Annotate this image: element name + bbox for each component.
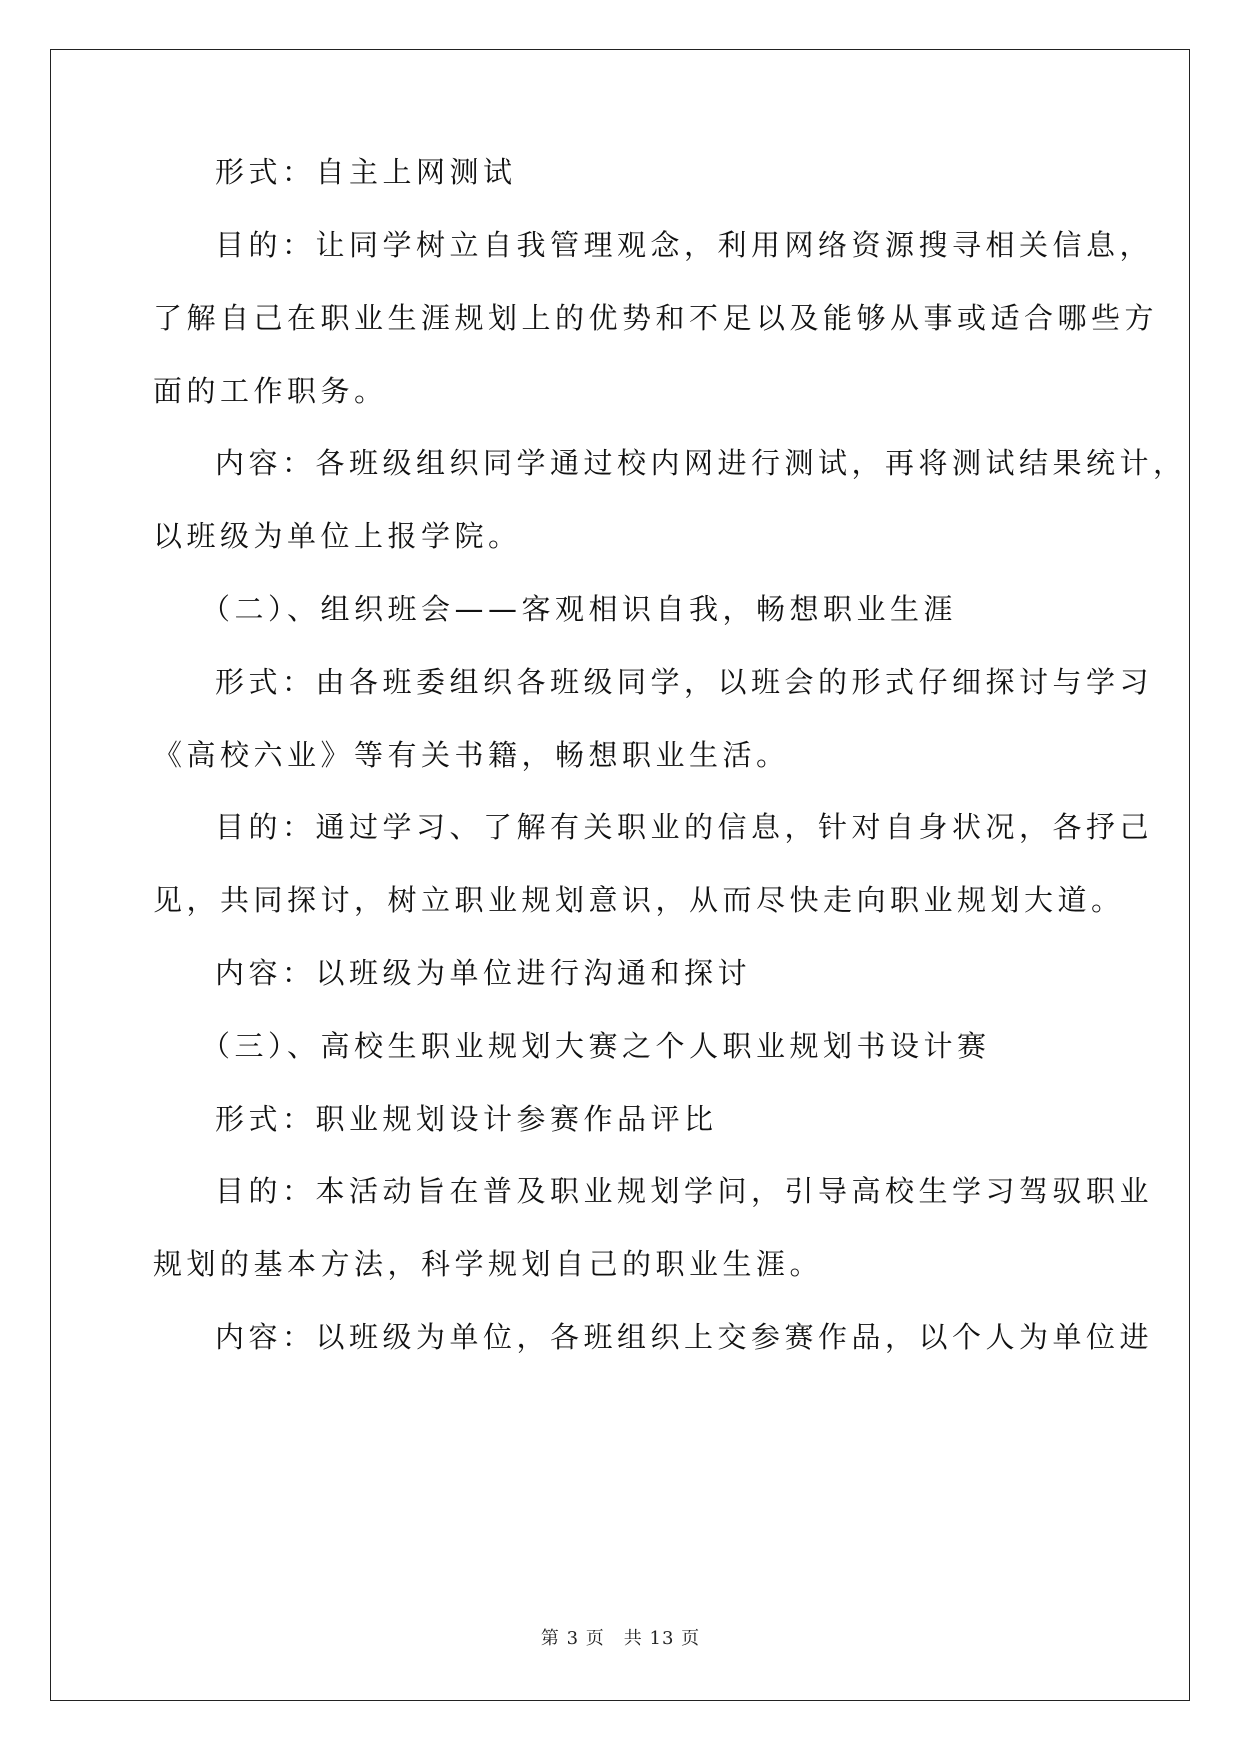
paragraph-line: 以班级为单位上报学院。 [153,519,522,553]
page-border [50,49,1190,1701]
paragraph-line: 面的工作职务。 [153,374,388,408]
paragraph-line: 目的：本活动旨在普及职业规划学问，引导高校生学习驾驭职业 [215,1174,1154,1208]
page-number-footer: 第 3 页 共 13 页 [540,1628,701,1649]
paragraph-line: 形式：自主上网测试 [215,155,517,189]
paragraph-line: 内容：各班级组织同学通过校内网进行测试，再将测试结果统计， [215,446,1187,480]
paragraph-line: 形式：由各班委组织各班级同学，以班会的形式仔细探讨与学习 [215,665,1154,699]
paragraph-line: 见，共同探讨，树立职业规划意识，从而尽快走向职业规划大道。 [153,883,1125,917]
paragraph-line: 目的：通过学习、了解有关职业的信息，针对自身状况，各抒己 [215,810,1154,844]
section-heading: （二）、组织班会——客观相识自我，畅想职业生涯 [201,592,958,626]
paragraph-line: 内容：以班级为单位进行沟通和探讨 [215,956,752,990]
paragraph-line: 《高校六业》等有关书籍，畅想职业生活。 [153,738,790,772]
section-heading: （三）、高校生职业规划大赛之个人职业规划书设计赛 [201,1029,991,1063]
paragraph-line: 形式：职业规划设计参赛作品评比 [215,1102,718,1136]
paragraph-line: 内容：以班级为单位，各班组织上交参赛作品，以个人为单位进 [215,1320,1154,1354]
paragraph-line: 目的：让同学树立自我管理观念，利用网络资源搜寻相关信息， [215,228,1154,262]
paragraph-line: 规划的基本方法，科学规划自己的职业生涯。 [153,1247,824,1281]
paragraph-line: 了解自己在职业生涯规划上的优势和不足以及能够从事或适合哪些方 [153,301,1159,335]
